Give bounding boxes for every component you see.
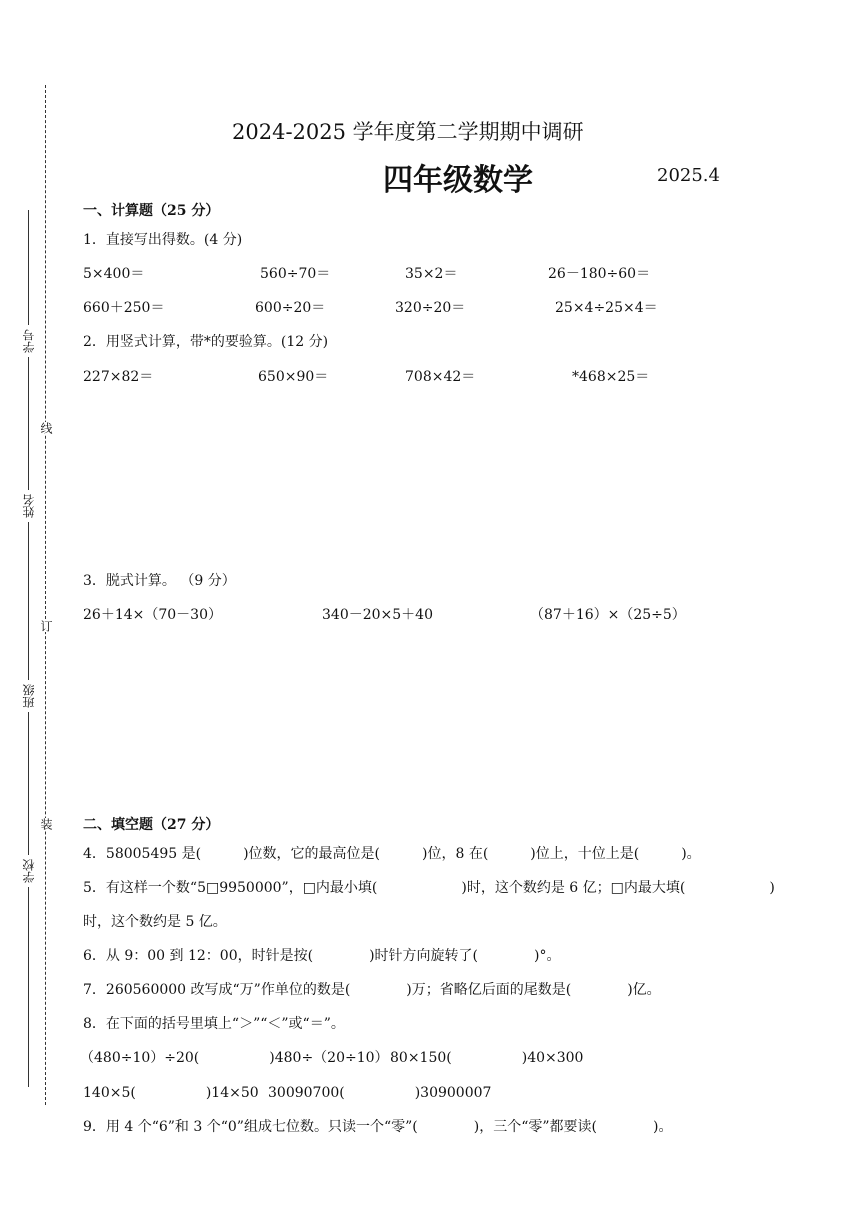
q8-item: 80×150( )40×300 <box>390 1050 584 1066</box>
class-field <box>20 640 37 832</box>
q1-item: 35×2＝ <box>405 266 458 282</box>
q7-text: 7．260560000 改写成“万”作单位的数是( )万；省略亿后面的尾数是( )亿。 <box>83 982 661 998</box>
q1-item: 320÷20＝ <box>395 300 466 316</box>
q3-title: 3．脱式计算。 （9 分） <box>83 573 236 589</box>
q8-title: 8．在下面的括号里填上“＞”“＜”或“＝”。 <box>83 1016 345 1032</box>
q4-text: 4．58005495 是( )位数，它的最高位是( )位，8 在( )位上，十位上是( )。 <box>83 846 701 862</box>
school-label: 学校 <box>22 859 36 883</box>
q3-item: 26＋14×（70－30） <box>83 607 222 623</box>
q8-item: （480÷10）÷20( )480÷（20÷10） <box>80 1050 389 1066</box>
exam-title: 2024-2025 学年度第二学期期中调研 <box>232 120 584 144</box>
q5-text-line1: 5．有这样一个数“5□9950000”，□内最小填( )时，这个数约是 6 亿；□内最大填( ) <box>83 880 775 896</box>
binding-dashed-line <box>45 85 46 1105</box>
q1-item: 560÷70＝ <box>260 266 331 282</box>
q2-title: 2．用竖式计算，带*的要验算。(12 分) <box>83 334 329 350</box>
q2-item: 708×42＝ <box>405 369 476 385</box>
q2-item: *468×25＝ <box>572 369 650 385</box>
exam-subject: 四年级数学 <box>383 163 533 198</box>
q3-item: （87＋16）×（25÷5） <box>530 607 686 623</box>
q5-text-line2: 时，这个数约是 5 亿。 <box>83 914 227 930</box>
exam-date: 2025.4 <box>657 165 720 186</box>
q1-item: 5×400＝ <box>83 266 145 282</box>
student-name-field <box>20 440 37 652</box>
student-name-label: 姓名 <box>22 494 36 518</box>
q9-text: 9．用 4 个“6”和 3 个“0”组成七位数。只读一个“零”( )，三个“零”都要读( )。 <box>83 1119 673 1135</box>
q3-item: 340－20×5＋40 <box>322 607 433 623</box>
student-id-field <box>20 210 37 472</box>
binding-mark-xian: 线 <box>39 422 53 434</box>
section1-heading: 一、计算题（25 分） <box>83 203 220 219</box>
q1-item: 25×4÷25×4＝ <box>555 300 658 316</box>
q8-item: 140×5( )14×50 <box>83 1085 259 1101</box>
q1-item: 26－180÷60＝ <box>548 266 651 282</box>
section2-heading: 二、填空题（27 分） <box>83 817 220 833</box>
q1-item: 600÷20＝ <box>255 300 326 316</box>
q2-item: 650×90＝ <box>258 369 329 385</box>
q1-title: 1．直接写出得数。(4 分) <box>83 232 243 248</box>
binding-mark-ding: 订 <box>39 620 53 632</box>
class-label: 班级 <box>22 684 36 708</box>
binding-mark-zhuang: 装 <box>39 818 53 830</box>
q1-item: 660＋250＝ <box>83 300 165 316</box>
school-field <box>20 830 37 1087</box>
q8-item: 30090700( )30900007 <box>268 1085 492 1101</box>
q6-text: 6．从 9：00 到 12：00，时针是按( )时针方向旋转了( )°。 <box>83 948 561 964</box>
student-id-label: 学号 <box>22 329 36 353</box>
q2-item: 227×82＝ <box>83 369 154 385</box>
